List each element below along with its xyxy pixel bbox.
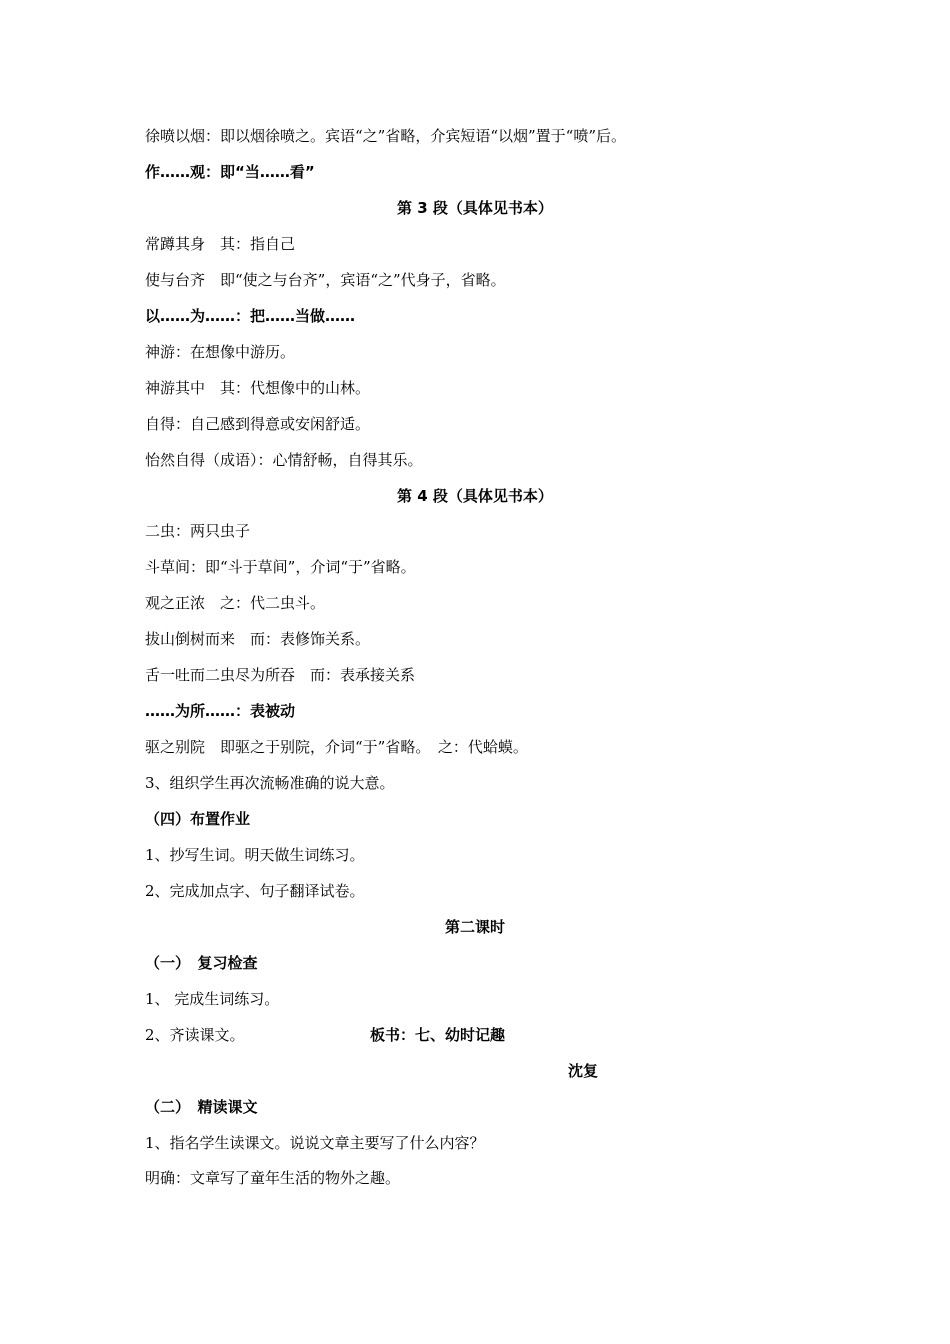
- bold-text-line: ……为所……：表被动: [145, 702, 296, 720]
- bold-text-line: 作……观：即“当……看”: [145, 163, 315, 181]
- lesson-heading: 第二课时: [444, 918, 505, 936]
- text-line: 二虫：两只虫子: [145, 522, 251, 540]
- text-line: 明确：文章写了童年生活的物外之趣。: [145, 1169, 401, 1187]
- text-line: 1、指名学生读课文。说说文章主要写了什么内容？: [145, 1134, 485, 1152]
- section-heading: 第 3 段（具体见书本）: [397, 199, 553, 217]
- text-line: 自得：自己感到得意或安闲舒适。: [145, 415, 371, 433]
- text-line: 驱之别院 即驱之于别院，介词“于”省略。 之：代蛤蟆。: [145, 738, 528, 756]
- text-line: 拔山倒树而来 而：表修饰关系。: [145, 630, 371, 648]
- text-line: 神游：在想像中游历。: [145, 343, 296, 361]
- section-heading: （一） 复习检查: [145, 954, 258, 972]
- section-heading: （四）布置作业: [145, 810, 251, 828]
- text-line: 1、 完成生词练习。: [145, 990, 280, 1008]
- text-line: 斗草间：即“斗于草间”，介词“于”省略。: [145, 558, 416, 576]
- section-heading: 第 4 段（具体见书本）: [397, 487, 553, 505]
- text-line: 舌一吐而二虫尽为所吞 而：表承接关系: [145, 666, 416, 684]
- text-line: 2、完成加点字、句子翻译试卷。: [145, 882, 365, 900]
- text-line: 2、齐读课文。: [145, 1026, 245, 1044]
- text-line: 怡然自得（成语）：心情舒畅，自得其乐。: [145, 451, 423, 469]
- text-line: 1、抄写生词。明天做生词练习。: [145, 846, 365, 864]
- author-name: 沈复: [568, 1062, 599, 1080]
- section-heading: （二） 精读课文: [145, 1098, 258, 1116]
- text-line: 3、组织学生再次流畅准确的说大意。: [145, 774, 395, 792]
- text-line: 神游其中 其：代想像中的山林。: [145, 379, 371, 397]
- bold-text-line: 以……为……：把……当做……: [145, 307, 356, 325]
- text-line: 观之正浓 之：代二虫斗。: [145, 594, 326, 612]
- blackboard-title: 板书：七、幼时记趣: [370, 1026, 506, 1044]
- text-line: 使与台齐 即“使之与台齐”，宾语“之”代身子，省略。: [145, 271, 506, 289]
- text-line: 徐喷以烟：即以烟徐喷之。宾语“之”省略，介宾短语“以烟”置于“喷”后。: [145, 127, 627, 145]
- text-line: 常蹲其身 其：指自己: [145, 235, 296, 253]
